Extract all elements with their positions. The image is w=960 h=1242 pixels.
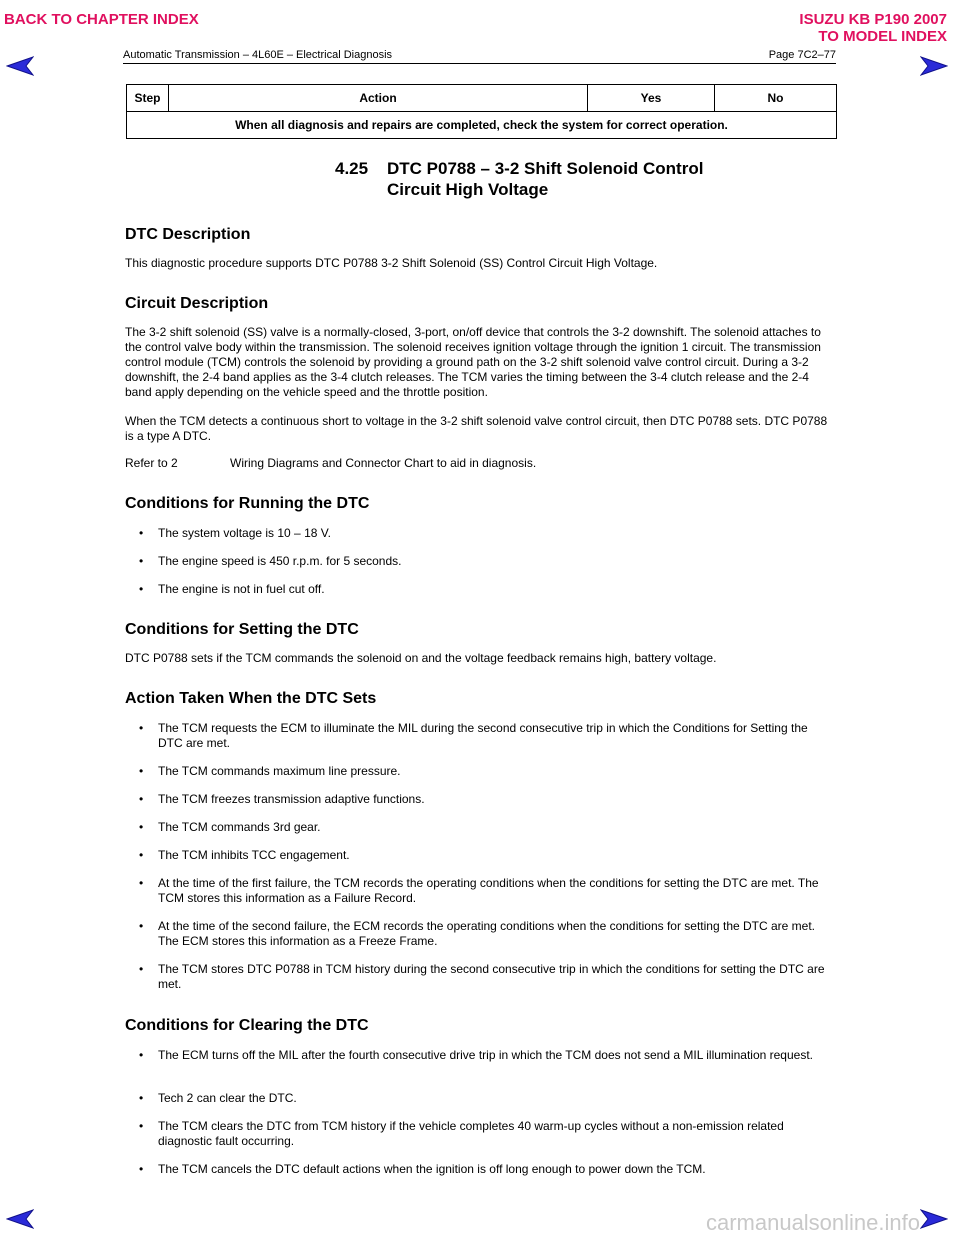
bullet-icon: • bbox=[139, 554, 144, 568]
column-header-no: No bbox=[715, 85, 837, 112]
bullet-icon: • bbox=[139, 1119, 144, 1133]
list-item-text: The system voltage is 10 – 18 V. bbox=[158, 526, 331, 540]
next-page-arrow-icon[interactable] bbox=[920, 1209, 948, 1229]
list-item-text: The TCM stores DTC P0788 in TCM history during the second consecutive trip in which the conditions for setting the DTC are met. bbox=[158, 962, 825, 991]
bullet-icon: • bbox=[139, 721, 144, 735]
running-header bbox=[123, 49, 836, 64]
bullet-icon: • bbox=[139, 792, 144, 806]
column-header-action: Action bbox=[169, 85, 588, 112]
conditions-running-heading: Conditions for Running the DTC bbox=[125, 495, 370, 512]
bullet-icon: • bbox=[139, 820, 144, 834]
bullet-icon: • bbox=[139, 526, 144, 540]
refer-link[interactable]: Wiring Diagrams and Connector Chart to aid in diagnosis. bbox=[230, 456, 537, 470]
action-taken-heading: Action Taken When the DTC Sets bbox=[125, 690, 377, 707]
model-title-line1: ISUZU KB P190 2007 bbox=[799, 11, 947, 28]
page-number: Page 7C2–77 bbox=[768, 49, 836, 61]
list-item-text: The TCM inhibits TCC engagement. bbox=[158, 848, 350, 862]
list-item-text: The TCM clears the DTC from TCM history if the vehicle completes 40 warm-up cycles without a non-emission related diagnostic fault occurring. bbox=[158, 1119, 784, 1148]
bullet-icon: • bbox=[139, 1162, 144, 1176]
dtc-description-text: This diagnostic procedure supports DTC P0788 3-2 Shift Solenoid (SS) Control Circuit High Voltage. bbox=[125, 256, 658, 270]
column-header-step: Step bbox=[127, 85, 169, 112]
bullet-icon: • bbox=[139, 1048, 144, 1062]
circuit-description-para1: The 3-2 shift solenoid (SS) valve is a normally-closed, 3-port, on/off device that controls the 3-2 downshift. The solenoid attaches to the control valve body within the transmission. The solenoid receives ignition voltage through the ignition 1 circuit. The transmission control module (TCM) controls the solenoid by providing a ground path on the 3-2 shift solenoid valve control circuit. During a 3-2 downshift, the 2-4 band applies as the 3-4 clutch releases. The TCM varies the timing between the 3-4 clutch release and the 2-4 band apply depending on the vehicle speed and the throttle position. bbox=[125, 325, 821, 399]
bullet-icon: • bbox=[139, 764, 144, 778]
bullet-icon: • bbox=[139, 962, 144, 976]
list-item-text: At the time of the first failure, the TCM records the operating conditions when the conditions for setting the DTC are met. The TCM stores this information as a Failure Record. bbox=[158, 876, 819, 905]
model-title-line2[interactable]: TO MODEL INDEX bbox=[818, 28, 947, 45]
bullet-icon: • bbox=[139, 848, 144, 862]
bullet-icon: • bbox=[139, 1091, 144, 1105]
step-table bbox=[126, 84, 837, 139]
model-index-link[interactable] bbox=[799, 11, 947, 45]
bullet-icon: • bbox=[139, 876, 144, 890]
watermark: carmanualsonline.info bbox=[705, 1210, 920, 1235]
refer-prefix: Refer to 2 bbox=[125, 456, 178, 470]
bullet-icon: • bbox=[139, 582, 144, 596]
section-number: 4.25 bbox=[335, 159, 369, 178]
previous-page-arrow-icon[interactable] bbox=[6, 1209, 34, 1229]
section-title-line2: Circuit High Voltage bbox=[387, 180, 549, 199]
conditions-setting-text: DTC P0788 sets if the TCM commands the solenoid on and the voltage feedback remains high, battery voltage. bbox=[125, 651, 717, 665]
list-item-text: The engine is not in fuel cut off. bbox=[158, 582, 325, 596]
table-row bbox=[127, 112, 837, 139]
bullet-icon: • bbox=[139, 919, 144, 933]
document-title: Automatic Transmission – 4L60E – Electrical Diagnosis bbox=[123, 49, 393, 61]
conditions-setting-heading: Conditions for Setting the DTC bbox=[125, 621, 359, 638]
list-item-text: Tech 2 can clear the DTC. bbox=[158, 1091, 297, 1105]
table-header-row bbox=[127, 85, 837, 112]
list-item-text: The TCM commands maximum line pressure. bbox=[158, 764, 401, 778]
list-item-text: The TCM commands 3rd gear. bbox=[158, 820, 321, 834]
dtc-description-heading: DTC Description bbox=[125, 226, 251, 243]
list-item-text: The engine speed is 450 r.p.m. for 5 seconds. bbox=[158, 554, 402, 568]
list-item-text: The ECM turns off the MIL after the fourth consecutive drive trip in which the TCM does not send a MIL illumination request. bbox=[158, 1048, 813, 1062]
back-to-chapter-index-link[interactable]: BACK TO CHAPTER INDEX bbox=[4, 11, 199, 28]
list-item-text: The TCM freezes transmission adaptive functions. bbox=[158, 792, 425, 806]
list-item-text: The TCM requests the ECM to illuminate the MIL during the second consecutive trip in which the Conditions for Setting the DTC are met. bbox=[158, 721, 808, 750]
table-footer-cell: When all diagnosis and repairs are completed, check the system for correct operation. bbox=[127, 112, 837, 139]
list-item-text: At the time of the second failure, the ECM records the operating conditions when the conditions for setting the DTC are met. The ECM stores this information as a Freeze Frame. bbox=[158, 919, 816, 948]
circuit-description-heading: Circuit Description bbox=[125, 295, 269, 312]
section-title bbox=[335, 158, 703, 200]
list-item-text: The TCM cancels the DTC default actions when the ignition is off long enough to power down the TCM. bbox=[158, 1162, 706, 1176]
previous-page-arrow-icon[interactable] bbox=[6, 56, 34, 76]
next-page-arrow-icon[interactable] bbox=[920, 56, 948, 76]
circuit-description-para2: When the TCM detects a continuous short to voltage in the 3-2 shift solenoid valve control circuit, then DTC P0788 sets. DTC P0788 is a type A DTC. bbox=[125, 414, 828, 443]
conditions-clearing-heading: Conditions for Clearing the DTC bbox=[125, 1017, 369, 1034]
column-header-yes: Yes bbox=[588, 85, 715, 112]
section-title-line1: DTC P0788 – 3-2 Shift Solenoid Control bbox=[387, 159, 704, 178]
